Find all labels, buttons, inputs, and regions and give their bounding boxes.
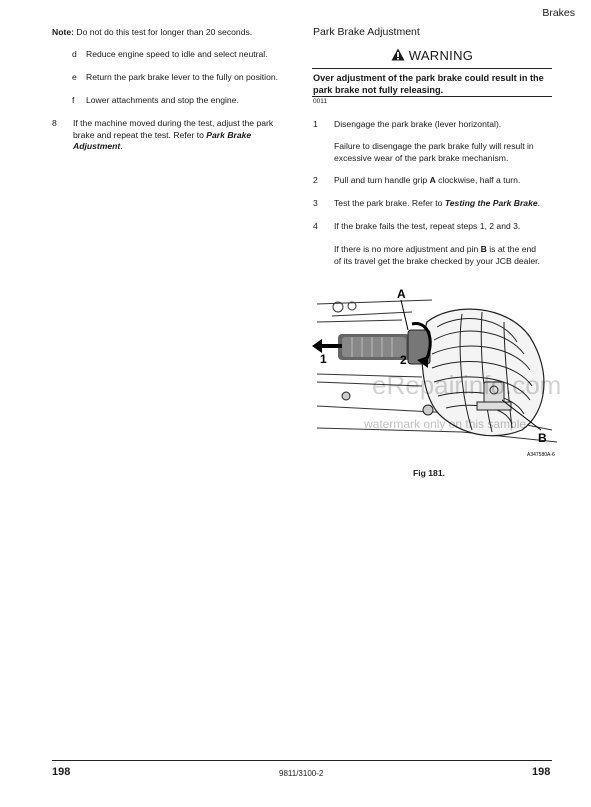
label-1: 1 xyxy=(320,352,327,366)
step-4-number: 4 xyxy=(313,221,318,231)
note xyxy=(52,27,252,39)
label-b: B xyxy=(538,431,547,445)
warning-title: WARNING xyxy=(408,48,474,63)
step-8-line3: Adjustment. xyxy=(73,141,123,151)
section-header: Brakes xyxy=(542,7,575,19)
substep-letter: d xyxy=(72,49,77,59)
park-brake-ref[interactable]: Park Brake xyxy=(206,129,252,140)
step-8-line2: brake and repeat the test. Refer to Park Brake xyxy=(73,129,252,140)
note-label: Note: xyxy=(52,27,74,37)
park-brake-figure xyxy=(312,282,574,460)
label-2: 2 xyxy=(400,353,407,367)
note-text: Do not do this test for longer than 20 seconds. xyxy=(73,27,253,37)
step-1-number: 1 xyxy=(313,119,318,129)
step-8-text xyxy=(73,118,291,153)
step-4-note: If there is no more adjustment and pin B is at the end of its travel get the brake checked by your JCB dealer. xyxy=(334,244,540,266)
warning-rule-top xyxy=(312,68,552,69)
warning-triangle-icon xyxy=(391,48,405,61)
substep-letter: f xyxy=(72,95,75,105)
warning-heading xyxy=(312,48,552,63)
step-8-number: 8 xyxy=(52,118,57,128)
substep-text: Lower attachments and stop the engine. xyxy=(86,95,239,105)
warning-rule-bottom xyxy=(312,96,552,97)
step-8-line1: If the machine moved during the test, adjust the park xyxy=(73,118,274,128)
substep-text: Reduce engine speed to idle and select neutral. xyxy=(86,49,268,59)
step-1-text: Disengage the park brake (lever horizontal). xyxy=(334,119,502,129)
warning-box xyxy=(312,48,552,63)
step-2-number: 2 xyxy=(313,175,318,185)
testing-park-brake-ref[interactable]: Testing the Park Brake xyxy=(444,198,538,208)
watermark-sub: watermark only on this sample xyxy=(364,417,527,431)
substep-f xyxy=(72,95,239,107)
substep-letter: e xyxy=(72,72,77,82)
adjustment-ref[interactable]: Adjustment xyxy=(73,141,121,151)
footer-rule xyxy=(52,760,552,761)
step-1-note: Failure to disengage the park brake fully will result in excessive wear of the park brake mechanism. xyxy=(334,141,534,163)
page-number-right: 198 xyxy=(532,766,551,778)
step-3-number: 3 xyxy=(313,198,318,208)
substep-text: Return the park brake lever to the fully on position. xyxy=(86,72,279,82)
section-title: Park Brake Adjustment xyxy=(313,26,420,38)
watermark-main: eRepairinfo.com xyxy=(372,370,562,400)
label-a: A xyxy=(397,287,406,301)
substep-e xyxy=(72,72,278,84)
substep-d xyxy=(72,49,268,61)
step-3-text: Test the park brake. Refer to Testing the Park Brake. xyxy=(334,198,541,208)
figure-caption: Fig 181. xyxy=(413,468,445,478)
doc-number: 9811/3100-2 xyxy=(279,769,324,778)
warning-code: 0011 xyxy=(313,98,327,105)
step-4-text: If the brake fails the test, repeat steps 1, 2 and 3. xyxy=(334,221,521,231)
figure-code: A347580A-6 xyxy=(527,452,555,458)
page-number-left: 198 xyxy=(52,766,71,778)
step-2-text: Pull and turn handle grip A clockwise, half a turn. xyxy=(334,175,521,185)
warning-text: Over adjustment of the park brake could result in the park brake not fully releasing. xyxy=(313,73,544,95)
